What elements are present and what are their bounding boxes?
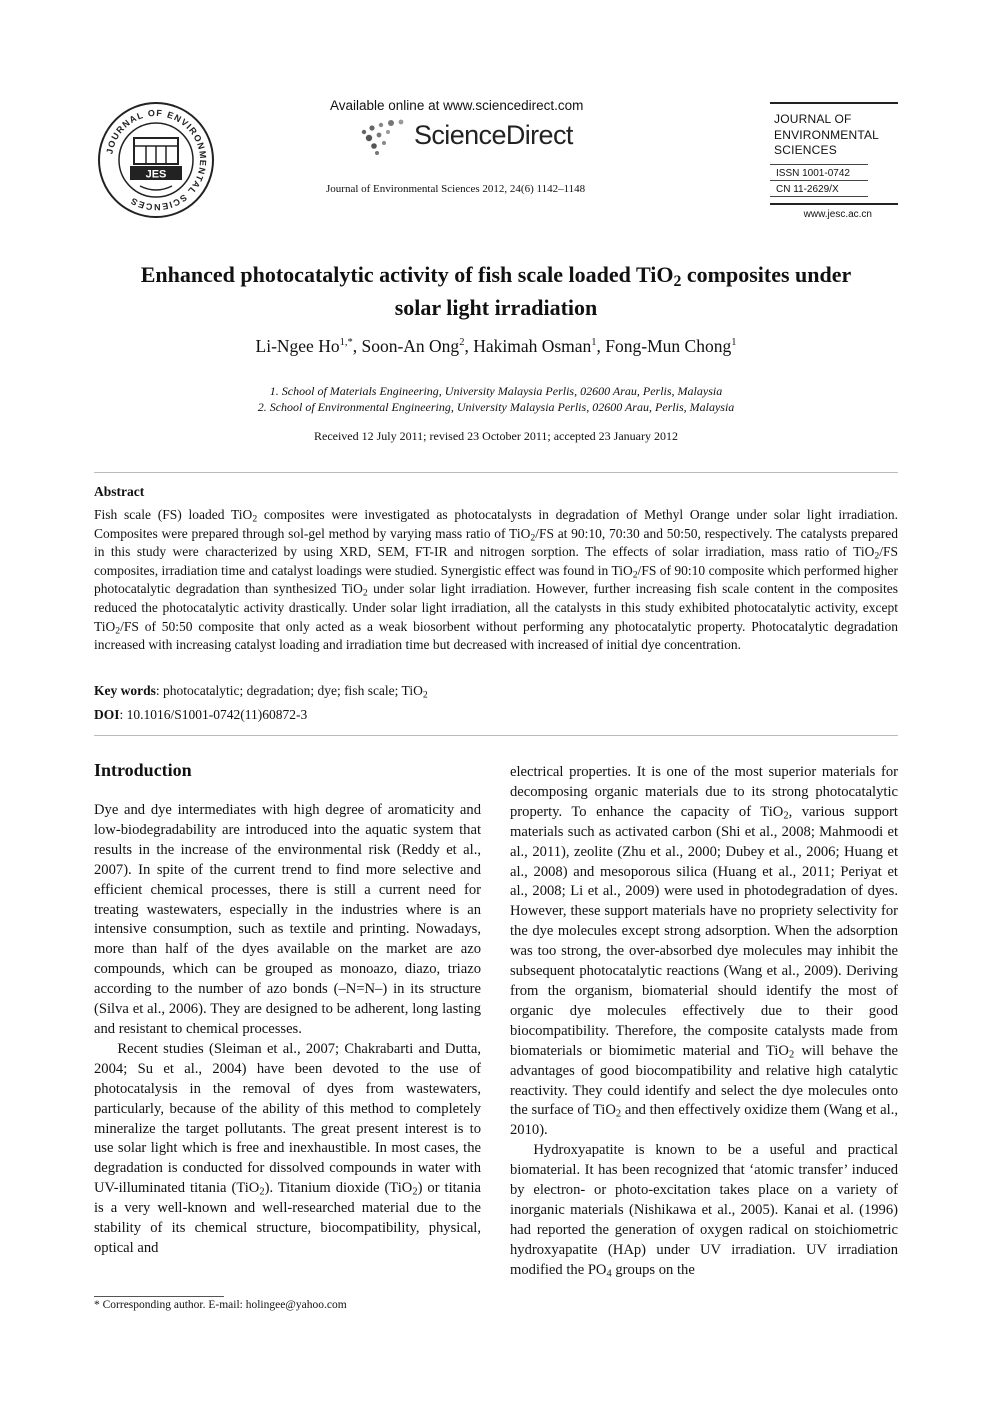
paper-title: Enhanced photocatalytic activity of fish scale loaded TiO$_2$ composites under solar light irradiation (140, 262, 852, 320)
section-heading-introduction: Introduction (94, 760, 192, 780)
journal-url-link[interactable]: www.jesc.ac.cn (803, 208, 872, 220)
body-column-left (94, 801, 481, 1259)
affiliations (60, 383, 932, 415)
paragraph: Hydroxyapatite is known to be a useful and practical biomaterial. It has been recognized that ‘atomic transfer’ induced by electron- or photo-excitation takes place on a variety of inorganic materials (Nishikawa et al., 2005). Kanai et al. (1996) had reported the generation of oxygen radical on stoichiometric hydroxyapatite (HAp) under UV irradiation. UV irradiation modified the $PO_4$ groups on the (510, 1142, 898, 1280)
journal-logo (94, 100, 218, 220)
available-online-text: Available online at www.sciencedirect.com (330, 98, 584, 113)
author: Li-Ngee $Ho^{1,*}$, (255, 336, 362, 356)
logo-label: JES (145, 168, 167, 181)
journal-citation: Journal of Environmental Sciences 2012, 24(6) 1142–1148 (326, 183, 586, 195)
received-dates: Received 12 July 2011; revised 23 October 2011; accepted 23 January 2012 (313, 429, 678, 443)
divider (94, 735, 898, 736)
affiliation: 1. School of Materials Engineering, University Malaysia Perlis, 02600 Arau, Perlis, Malaysia (269, 384, 723, 398)
affiliation: 2. School of Environmental Engineering, University Malaysia Perlis, 02600 Arau, Perlis, Malaysia (257, 400, 735, 414)
issn: ISSN 1001-0742 (770, 164, 868, 181)
footnote-divider (94, 1296, 224, 1297)
paragraph: electrical properties. It is one of the most superior materials for decomposing organic materials due to its strong photocatalytic property. To enhance the capacity of TiO$_2$, various support materials such as activated carbon (Shi et al., 2008; Mahmoodi et al., 2011), zeolite (Zhu et al., 2000; Dubey et al., 2006; Huang et al., 2008) and mesoporous silica (Huang et al., 2011; Periyat et al., 2008; Li et al., 2009) were used in photodegradation of dyes. However, these support materials have no propriety selectivity for the dye molecules except strong adsorption. When the adsorption was too strong, the over-absorbed dye molecules may inhibit the subsequent photocatalytic reactions (Wang et al., 2009). Deriving from the organism, biomaterial should identify the most of organic dye molecules effectively due to their good biocompatibility. Therefore, the composite catalysts made from biomaterials or biomimetic material and TiO$_2$ will behave the advantages of good biocompatibility and relative high catalytic reactivity. They could identify and select the dye molecules onto the surface of TiO$_2$ and then effectively oxidize them (Wang et al., 2010). (510, 764, 898, 1139)
cn-number: CN 11-2629/X (770, 181, 868, 197)
keywords: Key words: photocatalytic; degradation; dye; fish scale; TiO$_2$ (94, 683, 428, 701)
author: Fong-Mun Chong$^1$ (605, 336, 737, 356)
doi[interactable]: DOI: 10.1016/S1001-0742(11)60872-3 (94, 707, 308, 722)
paragraph: Dye and dye intermediates with high degree of aromaticity and low-biodegradability are introduced into the aquatic system that results in the increase of the environmental risk (Reddy et al., 2007). In spite of the current trend to find more selective and efficient chemical processes, there is still a current need for treating wastewaters, especially in the industries where is an intensive consumption, such as textile and printing. Nowadays, more than half of the dyes available on the market are azo compounds, which can be grouped as monoazo, diazo, triazo according to the number of azo bonds (–N=N–) in its structure (Silva et al., 2006). They are designed to be adherent, long lasting and resistant to chemical processes. (94, 802, 481, 1037)
journal-title: JOURNAL OF ENVIRONMENTAL SCIENCES (774, 112, 880, 157)
sciencedirect-logo[interactable] (358, 116, 588, 158)
corresponding-author-footnote: * Corresponding author. E-mail: holingee@yahoo.com (94, 1299, 347, 1311)
author: Soon-An Ong$^2$, (361, 336, 474, 356)
divider (94, 472, 898, 473)
abstract-text: Fish scale (FS) loaded TiO$_2$ composites were investigated as photocatalysts in degradation of Methyl Orange under solar light irradiation. Composites were prepared through sol-gel method by varying mass ratio of TiO$_2$/FS at 90:10, 70:30 and 50:50, respectively. The catalysts prepared in this study were characterized by using XRD, SEM, FT-IR and nitrogen sorption. The effects of solar irradiation, mass ratio of TiO$_2$/FS composites, irradiation time and catalyst loadings were studied. Synergistic effect was found in TiO$_2$/FS of 90:10 composite which performed higher photocatalytic degradation than synthesized TiO$_2$ under solar light irradiation. However, further increasing fish scale content in the composites reduced the photocatalytic activity drastically. Under solar light irradiation, all the catalysts in this study exhibited photocatalytic activity, except TiO$_2$/FS of 50:50 composite that only acted as a weak biosorbent without performing any photocatalytic property. Photocatalytic degradation increased with increasing catalyst loading and irradiation time but decreased with increased of initial dye concentration. (94, 507, 899, 653)
divider (770, 203, 898, 205)
sciencedirect-dots-icon (358, 118, 410, 156)
sciencedirect-wordmark: ScienceDirect (414, 120, 573, 150)
author: Hakimah Osman$^1$, (473, 336, 606, 356)
paragraph: Recent studies (Sleiman et al., 2007; Chakrabarti and Dutta, 2004; Su et al., 2004) have been devoted to the use of photocatalysis in the removal of dyes from wastewaters, particularly, because of the ability of this method to completely mineralize the target pollutants. The great present interest is to use solar light which is free and inexhaustible. In most cases, the degradation is conducted for dissolved compounds in water with UV-illuminated titania (TiO$_2$). Titanium dioxide (TiO$_2$) or titania is a very well-known and well-researched material due to the stability of its chemical structure, biocompatibility, physical, optical and (94, 1040, 481, 1256)
abstract-heading: Abstract (94, 484, 145, 499)
logo-ring-text: JOURNAL OF ENVIRONMENTAL SCIENCES (104, 107, 209, 213)
body-column-right (510, 763, 898, 1281)
divider (770, 102, 898, 104)
journal-info-box (770, 102, 898, 220)
author-list (60, 336, 932, 357)
